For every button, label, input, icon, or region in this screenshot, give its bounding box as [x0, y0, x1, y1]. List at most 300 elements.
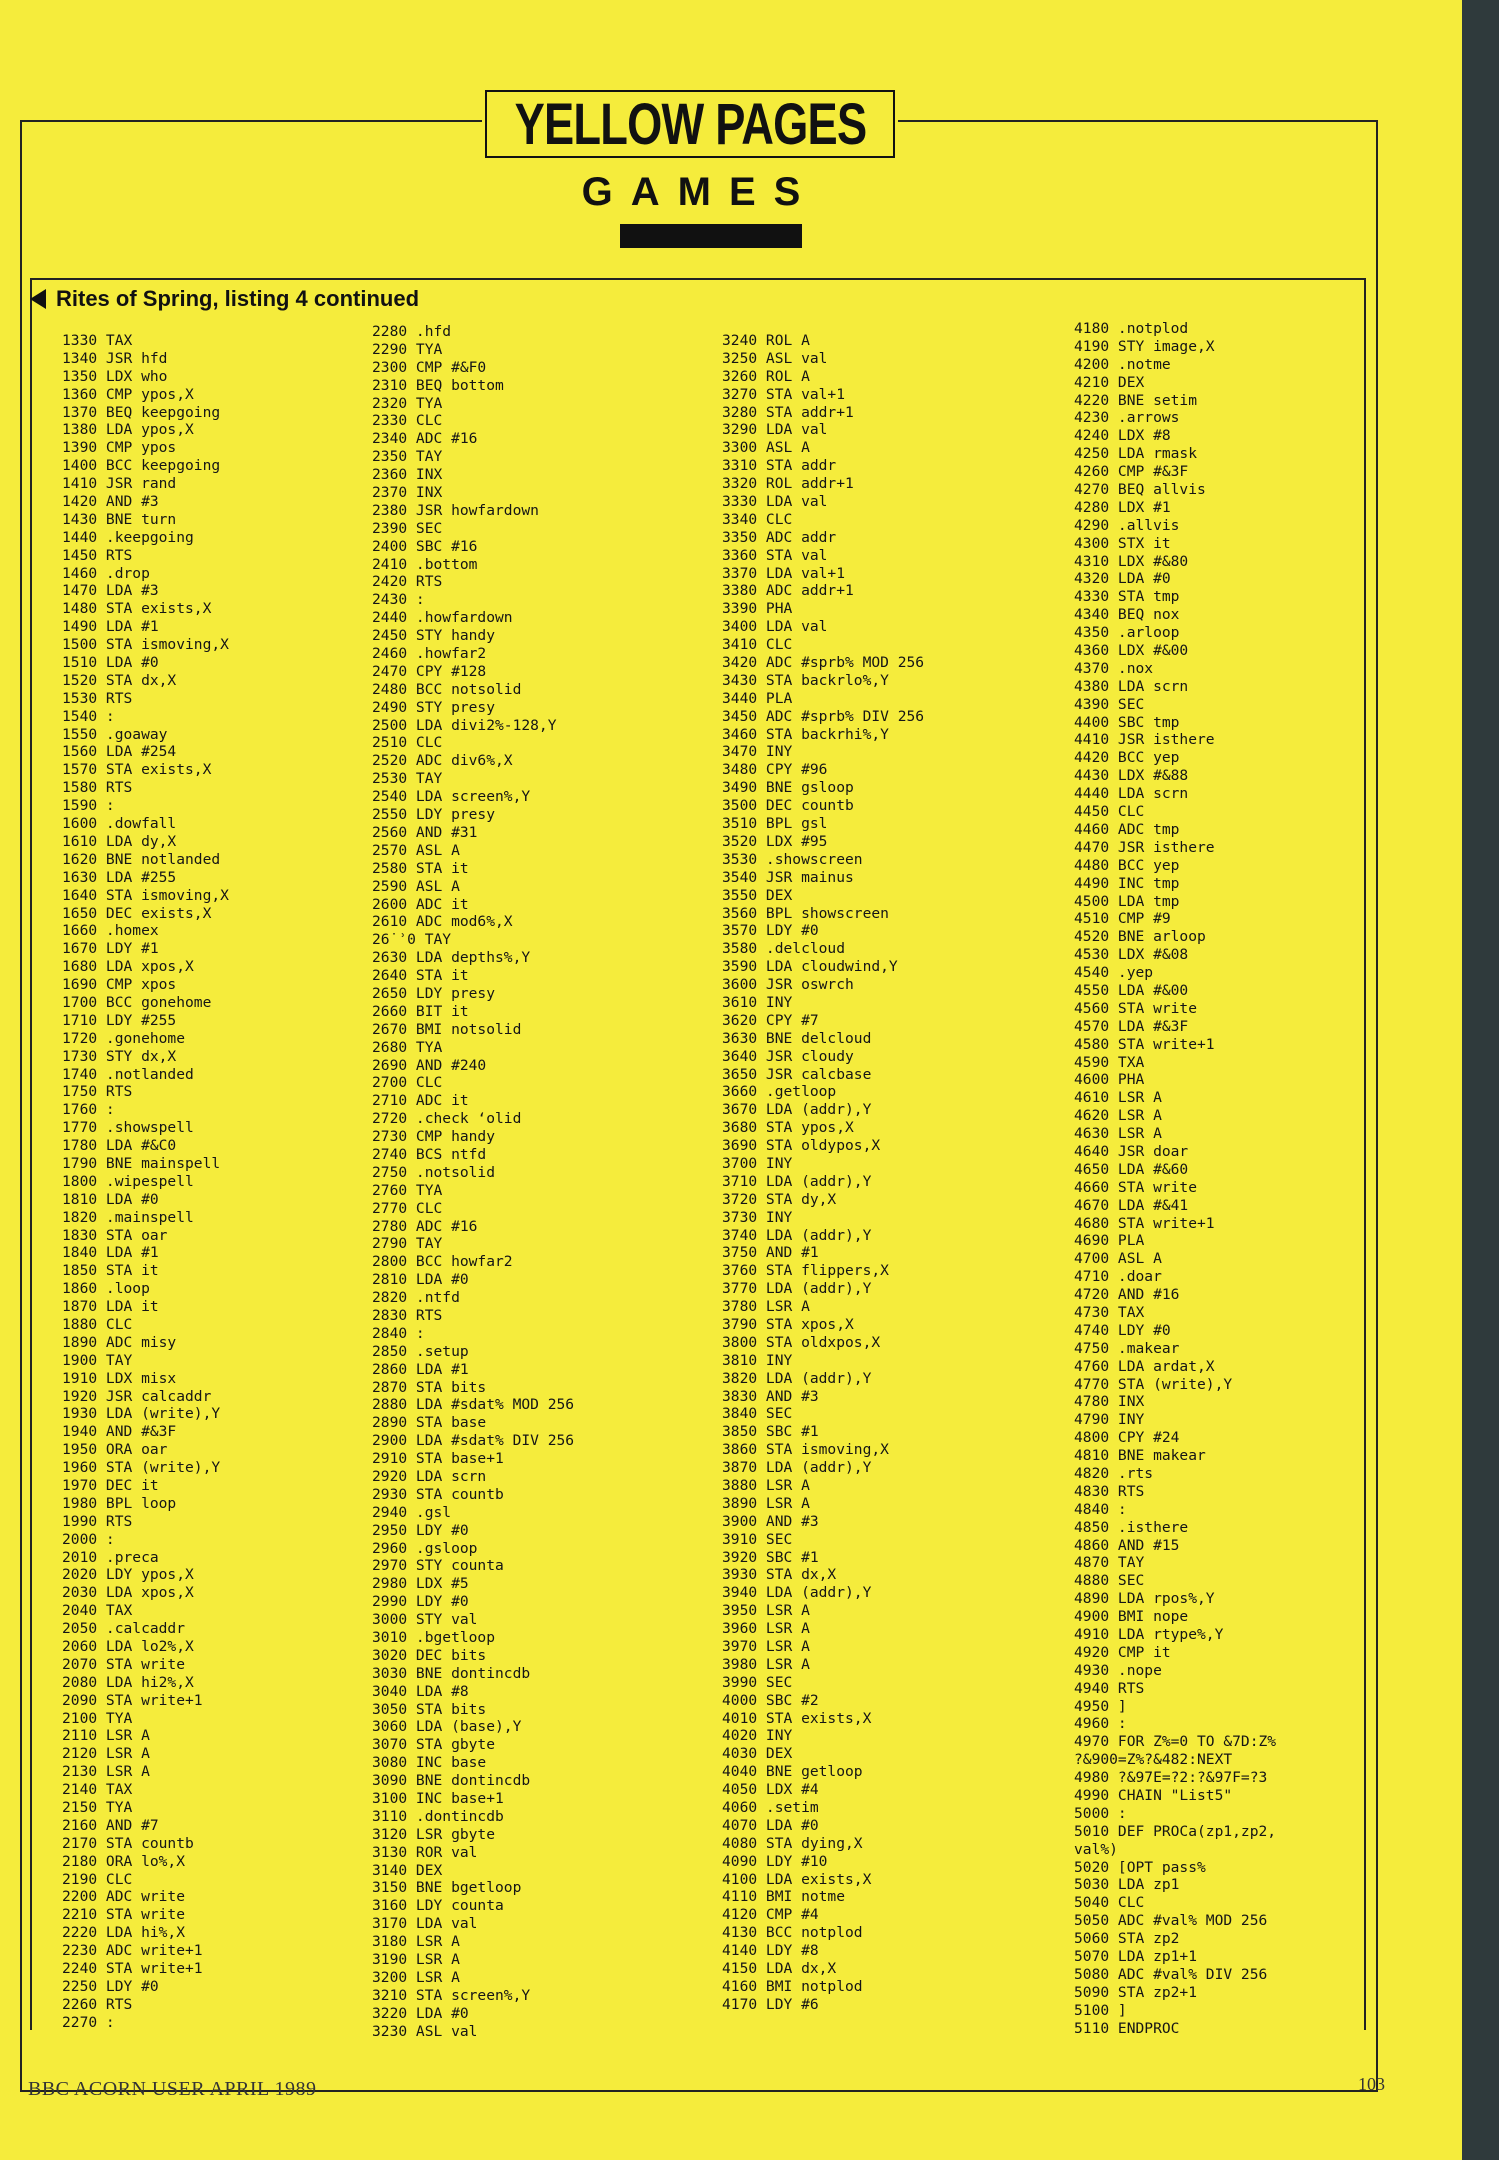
code-line: 3710 LDA (addr),Y [722, 1172, 872, 1190]
code-line: 3800 STA oldxpos,X [722, 1333, 881, 1351]
code-line: 2650 LDY presy [372, 984, 496, 1002]
code-line: 2860 LDA #1 [372, 1360, 469, 1378]
code-line: 3820 LDA (addr),Y [722, 1369, 872, 1387]
code-line: 5020 [OPT pass% [1074, 1858, 1206, 1876]
code-line: 2340 ADC #16 [372, 430, 478, 448]
code-line: 2210 STA write [62, 1906, 186, 1924]
code-line: 4310 LDX #&80 [1074, 552, 1189, 570]
code-line: 2520 ADC div6%,X [372, 752, 513, 770]
code-line: 3810 INY [722, 1351, 793, 1369]
code-line: 2120 LSR A [62, 1745, 150, 1763]
code-line: 1430 BNE turn [62, 510, 177, 528]
code-line: 2570 ASL A [372, 841, 460, 859]
code-line: 2330 CLC [372, 412, 443, 430]
code-line: 2530 TAY [372, 770, 443, 788]
code-line: 4440 LDA scrn [1074, 785, 1189, 803]
code-line: 3990 SEC [722, 1673, 793, 1691]
code-line: 4620 LSR A [1074, 1107, 1162, 1125]
code-line: 3570 LDY #0 [722, 922, 819, 940]
code-line: 1760 : [62, 1101, 115, 1119]
code-line: 5090 STA zp2+1 [1074, 1983, 1198, 2001]
code-line: 5050 ADC #val% MOD 256 [1074, 1912, 1268, 1930]
code-line: 2780 ADC #16 [372, 1217, 478, 1235]
code-line: 4340 BEQ nox [1074, 606, 1180, 624]
code-line: 2380 JSR howfardown [372, 501, 539, 519]
code-line: 4800 CPY #24 [1074, 1429, 1180, 1447]
code-line: 4250 LDA rmask [1074, 445, 1198, 463]
code-line: 3920 SBC #1 [722, 1548, 819, 1566]
code-line: 2690 AND #240 [372, 1056, 487, 1074]
code-line: 2800 BCC howfar2 [372, 1253, 513, 1271]
code-line: 1490 LDA #1 [62, 618, 159, 636]
code-line: 4640 JSR doar [1074, 1142, 1189, 1160]
code-line: 3730 INY [722, 1208, 793, 1226]
code-line: 4330 STA tmp [1074, 588, 1180, 606]
code-line: 4720 AND #16 [1074, 1286, 1180, 1304]
code-line: 2010 .preca [62, 1548, 159, 1566]
code-line: 3240 ROL A [722, 332, 810, 349]
code-line: 3170 LDA val [372, 1915, 478, 1933]
code-line: 2890 STA base [372, 1414, 487, 1432]
code-line: 3280 STA addr+1 [722, 403, 854, 421]
code-line: 3320 ROL addr+1 [722, 475, 854, 493]
code-line: 1400 BCC keepgoing [62, 457, 221, 475]
code-line: 5000 : [1074, 1804, 1127, 1822]
code-line: 5110 ENDPROC [1074, 2019, 1180, 2037]
code-line: 4670 LDA #&41 [1074, 1196, 1189, 1214]
code-line: 2820 .ntfd [372, 1289, 460, 1307]
code-line: 1930 LDA (write),Y [62, 1405, 221, 1423]
code-line: 2870 STA bits [372, 1378, 487, 1396]
code-line: 1990 RTS [62, 1512, 133, 1530]
code-line: 1830 STA oar [62, 1226, 168, 1244]
code-line: 4190 STY image,X [1074, 337, 1215, 355]
code-line: 1390 CMP ypos [62, 439, 177, 457]
code-line: 1340 JSR hfd [62, 349, 168, 367]
code-line: 4320 LDA #0 [1074, 570, 1171, 588]
code-line: 4560 STA write [1074, 999, 1198, 1017]
code-line: 2420 RTS [372, 573, 443, 591]
code-line: 1800 .wipespell [62, 1172, 194, 1190]
code-line: 3030 BNE dontincdb [372, 1664, 531, 1682]
section-bar [620, 224, 802, 248]
code-line: 5010 DEF PROCa(zp1,zp2, [1074, 1822, 1277, 1840]
code-line: 2950 LDY #0 [372, 1521, 469, 1539]
code-column-1 [62, 332, 229, 2032]
code-line: 4410 JSR isthere [1074, 731, 1215, 749]
code-line: 2220 LDA hi%,X [62, 1924, 186, 1942]
code-line: 3000 STY val [372, 1611, 478, 1629]
code-line: 1590 : [62, 797, 115, 815]
code-line: 4880 SEC [1074, 1572, 1145, 1590]
code-line: 3540 JSR mainus [722, 868, 854, 886]
code-line: 1970 DEC it [62, 1477, 159, 1494]
code-line: 3350 ADC addr [722, 528, 837, 546]
code-line: 2770 CLC [372, 1199, 443, 1217]
code-line: 4650 LDA #&60 [1074, 1160, 1189, 1178]
code-line: 2130 LSR A [62, 1763, 150, 1781]
code-line: 1790 BNE mainspell [62, 1154, 221, 1172]
code-line: 1950 ORA oar [62, 1441, 168, 1459]
code-line: 1750 RTS [62, 1083, 133, 1101]
code-line: 2680 TYA [372, 1038, 443, 1056]
code-line: 2740 BCS ntfd [372, 1145, 487, 1163]
code-line: 1870 LDA it [62, 1298, 159, 1316]
code-line: 4240 LDX #8 [1074, 427, 1171, 445]
code-line: 1880 CLC [62, 1315, 133, 1333]
code-line: 4040 BNE getloop [722, 1763, 863, 1781]
code-line: 2240 STA write+1 [62, 1960, 203, 1978]
code-line: 3100 INC base+1 [372, 1790, 504, 1808]
code-line: 1630 LDA #255 [62, 868, 177, 886]
code-line: 1420 AND #3 [62, 493, 159, 511]
code-line: 3480 CPY #96 [722, 761, 828, 779]
code-line: 3010 .bgetloop [372, 1629, 496, 1647]
code-line: 4120 CMP #4 [722, 1906, 819, 1924]
code-line: 3330 LDA val [722, 493, 828, 511]
code-line: 2920 LDA scrn [372, 1468, 487, 1485]
code-line: 3830 AND #3 [722, 1387, 819, 1405]
code-line: 4160 BMI notplod [722, 1977, 863, 1995]
code-line: 4350 .arloop [1074, 624, 1180, 642]
code-line: 2850 .setup [372, 1342, 469, 1360]
code-line: 2880 LDA #sdat% MOD 256 [372, 1396, 575, 1414]
code-line: 1740 .notlanded [62, 1065, 194, 1083]
code-line: val%) [1074, 1840, 1118, 1858]
code-line: 3230 ASL val [372, 2022, 478, 2040]
code-line: 2480 BCC notsolid [372, 680, 522, 698]
code-line: 4230 .arrows [1074, 409, 1180, 427]
code-line: 4430 LDX #&88 [1074, 767, 1189, 785]
code-line: 2810 LDA #0 [372, 1271, 469, 1289]
code-line: 4280 LDX #1 [1074, 498, 1171, 516]
code-line: 2930 STA countb [372, 1485, 504, 1503]
code-line: 4170 LDY #6 [722, 1995, 819, 2013]
code-line: 3060 LDA (base),Y [372, 1718, 522, 1736]
code-line: 1380 LDA ypos,X [62, 421, 194, 439]
code-line: 1440 .keepgoing [62, 528, 194, 546]
code-line: 2560 AND #31 [372, 823, 478, 841]
code-line: 2390 SEC [372, 519, 443, 537]
code-line: 4360 LDX #&00 [1074, 642, 1189, 660]
code-line: 4300 STX it [1074, 534, 1171, 552]
code-line: 3400 LDA val [722, 618, 828, 636]
code-line: 2150 TYA [62, 1799, 133, 1817]
code-line: 4370 .nox [1074, 659, 1154, 677]
code-line: 1500 STA ismoving,X [62, 636, 229, 654]
code-line: 4390 SEC [1074, 695, 1145, 713]
code-line: 4400 SBC tmp [1074, 713, 1180, 731]
code-line: 4570 LDA #&3F [1074, 1017, 1189, 1035]
code-line: 4810 BNE makear [1074, 1447, 1206, 1465]
code-line: 2020 LDY ypos,X [62, 1566, 194, 1584]
code-line: 4820 .rts [1074, 1465, 1154, 1482]
code-line: 1910 LDX misx [62, 1369, 177, 1387]
code-line: 4600 PHA [1074, 1071, 1145, 1089]
code-line: 3150 BNE bgetloop [372, 1879, 522, 1897]
code-line: 1730 STY dx,X [62, 1047, 177, 1065]
code-line: 3960 LSR A [722, 1620, 810, 1638]
code-line: 2630 LDA depths%,Y [372, 949, 531, 967]
code-line: 2140 TAX [62, 1781, 133, 1799]
code-line: 3560 BPL showscreen [722, 904, 889, 922]
code-line: 1480 STA exists,X [62, 600, 212, 618]
code-line: 4090 LDY #10 [722, 1852, 828, 1870]
code-line: 3360 STA val [722, 546, 828, 564]
code-line: 1470 LDA #3 [62, 582, 159, 600]
code-line: 1980 BPL loop [62, 1494, 177, 1512]
code-line: 4100 LDA exists,X [722, 1870, 872, 1888]
code-line: 1680 LDA xpos,X [62, 958, 194, 976]
code-line: 2050 .calcaddr [62, 1620, 186, 1638]
code-line: 2590 ASL A [372, 877, 460, 895]
code-line: 2180 ORA lo%,X [62, 1852, 186, 1870]
code-line: 1540 : [62, 707, 115, 725]
code-line: 1550 .goaway [62, 725, 168, 743]
code-line: 2990 LDY #0 [372, 1593, 469, 1611]
code-line: 4950 ] [1074, 1697, 1127, 1715]
code-line: 1700 BCC gonehome [62, 993, 212, 1011]
code-line: 2300 CMP #&F0 [372, 358, 487, 376]
frame-top-rule-right [898, 120, 1376, 122]
code-line: 2500 LDA divi2%-128,Y [372, 716, 557, 734]
code-line: 3450 ADC #sprb% DIV 256 [722, 707, 925, 725]
code-line: 5100 ] [1074, 2001, 1127, 2019]
code-line: 2400 SBC #16 [372, 537, 478, 555]
code-line: 2440 .howfardown [372, 609, 513, 627]
code-line: 2320 TYA [372, 394, 443, 412]
code-line: 4890 LDA rpos%,Y [1074, 1590, 1215, 1608]
code-line: 3530 .showscreen [722, 850, 863, 868]
code-line: 3390 PHA [722, 600, 793, 618]
code-line: 3790 STA xpos,X [722, 1315, 854, 1333]
code-line: 1530 RTS [62, 689, 133, 707]
code-line: 1640 STA ismoving,X [62, 886, 229, 904]
code-line: 3640 JSR cloudy [722, 1047, 854, 1065]
left-triangle-icon [30, 289, 46, 309]
code-line: 2270 : [62, 2013, 115, 2031]
code-line: 2250 LDY #0 [62, 1977, 159, 1995]
code-line: 4990 CHAIN "List5" [1074, 1787, 1233, 1805]
code-line: 3590 LDA cloudwind,Y [722, 958, 898, 976]
code-line: 2660 BIT it [372, 1002, 469, 1020]
code-line: 3510 BPL gsl [722, 815, 828, 833]
code-line: 3940 LDA (addr),Y [722, 1584, 872, 1602]
code-line: 4220 BNE setim [1074, 391, 1198, 409]
code-line: 4960 : [1074, 1715, 1127, 1733]
code-line: 3700 INY [722, 1154, 793, 1172]
code-line: 2070 STA write [62, 1655, 186, 1673]
code-line: 4210 DEX [1074, 373, 1145, 391]
code-line: 3260 ROL A [722, 367, 810, 385]
code-line: 3040 LDA #8 [372, 1682, 469, 1700]
code-line: 3050 STA bits [372, 1700, 487, 1718]
code-line: 2230 ADC write+1 [62, 1942, 203, 1960]
code-line: 3020 DEC bits [372, 1646, 487, 1664]
code-line: 3130 ROR val [372, 1843, 478, 1861]
code-line: 3670 LDA (addr),Y [722, 1101, 872, 1119]
code-line: 2610 ADC mod6%,X [372, 913, 513, 931]
code-line: 4700 ASL A [1074, 1250, 1162, 1268]
code-line: 2580 STA it [372, 859, 469, 877]
code-line: 3620 CPY #7 [722, 1011, 819, 1029]
code-line: 2080 LDA hi2%,X [62, 1673, 194, 1691]
code-line: 4780 INX [1074, 1393, 1145, 1411]
code-line: 3690 STA oldypos,X [722, 1137, 881, 1155]
code-line: 4110 BMI notme [722, 1888, 846, 1906]
code-line: 4030 DEX [722, 1745, 793, 1763]
code-line: 2470 CPY #128 [372, 662, 487, 680]
code-line: 5060 STA zp2 [1074, 1930, 1180, 1948]
code-line: 4470 JSR isthere [1074, 838, 1215, 856]
code-line: 1690 CMP xpos [62, 976, 177, 994]
code-line: 2060 LDA lo2%,X [62, 1638, 194, 1656]
code-line: 2110 LSR A [62, 1727, 150, 1745]
code-line: 3630 BNE delcloud [722, 1029, 872, 1047]
code-line: 4000 SBC #2 [722, 1691, 819, 1709]
code-line: 3310 STA addr [722, 457, 837, 475]
code-line: 2280 .hfd [372, 323, 452, 340]
code-column-3 [722, 332, 924, 2014]
code-line: 2760 TYA [372, 1181, 443, 1199]
code-line: 4070 LDA #0 [722, 1816, 819, 1834]
code-line: 4500 LDA tmp [1074, 892, 1180, 910]
code-line: 1350 LDX who [62, 367, 168, 385]
code-line: 3210 STA screen%,Y [372, 1986, 531, 2004]
code-line: 3160 LDY counta [372, 1897, 504, 1915]
code-line: 4790 INY [1074, 1411, 1145, 1429]
code-line: 3140 DEX [372, 1861, 443, 1879]
code-line: 1850 STA it [62, 1262, 159, 1280]
code-line: 4610 LSR A [1074, 1089, 1162, 1107]
code-line: 4530 LDX #&08 [1074, 946, 1189, 964]
code-line: 4770 STA (write),Y [1074, 1375, 1233, 1393]
code-line: 2360 INX [372, 466, 443, 484]
code-line: 1720 .gonehome [62, 1029, 186, 1047]
code-line: 2490 STY presy [372, 698, 496, 716]
code-line: 1940 AND #&3F [62, 1423, 177, 1441]
code-line: 4730 TAX [1074, 1303, 1145, 1321]
code-line: 3340 CLC [722, 510, 793, 528]
page-number: 103 [1358, 2074, 1385, 2094]
code-line: 4710 .doar [1074, 1268, 1162, 1286]
code-line: 4060 .setim [722, 1799, 819, 1817]
code-line: 1510 LDA #0 [62, 654, 159, 672]
code-line: 1960 STA (write),Y [62, 1459, 221, 1477]
code-line: 2030 LDA xpos,X [62, 1584, 194, 1602]
code-line: 4860 AND #15 [1074, 1536, 1180, 1554]
code-line: 2840 : [372, 1324, 425, 1342]
code-line: 4010 STA exists,X [722, 1709, 872, 1727]
code-line: 4480 BCC yep [1074, 856, 1180, 874]
code-line: 4740 LDY #0 [1074, 1321, 1171, 1339]
code-line: 4750 .makear [1074, 1339, 1180, 1357]
code-line: 2450 STY handy [372, 627, 496, 645]
code-line: 5030 LDA zp1 [1074, 1876, 1180, 1894]
code-line: 3580 .delcloud [722, 940, 846, 958]
code-line: 3370 LDA val+1 [722, 564, 846, 582]
code-line: 4490 INC tmp [1074, 874, 1180, 892]
code-line: 2290 TYA [372, 340, 443, 358]
code-line: 2260 RTS [62, 1995, 133, 2013]
code-line: 3980 LSR A [722, 1655, 810, 1673]
code-line: 2830 RTS [372, 1306, 443, 1324]
code-line: 3270 STA val+1 [722, 385, 846, 403]
code-line: 2900 LDA #sdat% DIV 256 [372, 1432, 575, 1450]
code-line: 3460 STA backrhi%,Y [722, 725, 889, 743]
code-line: 3090 BNE dontincdb [372, 1772, 531, 1790]
code-line: 1620 BNE notlanded [62, 850, 221, 868]
code-line: 2430 : [372, 591, 425, 609]
code-line: 2040 TAX [62, 1602, 133, 1620]
footer-publication: BBC ACORN USER APRIL 1989 [28, 2078, 317, 2100]
code-line: 1460 .drop [62, 564, 150, 582]
code-line: 4260 CMP #&3F [1074, 463, 1189, 481]
code-line: 2000 : [62, 1530, 115, 1548]
code-line: 3470 INY [722, 743, 793, 761]
code-line: 3180 LSR A [372, 1933, 460, 1951]
code-line: 1370 BEQ keepgoing [62, 403, 221, 421]
code-line: 3870 LDA (addr),Y [722, 1459, 872, 1477]
code-line: 4450 CLC [1074, 803, 1145, 821]
code-line: 4380 LDA scrn [1074, 677, 1189, 695]
code-line: 3650 JSR calcbase [722, 1065, 872, 1083]
code-line: 4580 STA write+1 [1074, 1035, 1215, 1053]
code-line: 5040 CLC [1074, 1894, 1145, 1912]
code-line: 4980 ?&97E=?2:?&97F=?3 [1074, 1769, 1268, 1787]
masthead-box [485, 90, 895, 158]
code-line: 1710 LDY #255 [62, 1011, 177, 1029]
code-line: 1360 CMP ypos,X [62, 385, 194, 403]
code-line: 3950 LSR A [722, 1602, 810, 1620]
code-line: 3200 LSR A [372, 1968, 460, 1986]
code-line: 1820 .mainspell [62, 1208, 194, 1226]
code-line: 3600 JSR oswrch [722, 976, 854, 994]
code-line: 1670 LDY #1 [62, 940, 159, 958]
code-line: 2970 STY counta [372, 1557, 504, 1575]
code-line: 2790 TAY [372, 1235, 443, 1253]
code-line: 5070 LDA zp1+1 [1074, 1948, 1198, 1966]
code-line: 3840 SEC [722, 1405, 793, 1423]
code-line: 1780 LDA #&C0 [62, 1137, 177, 1155]
code-line: 3550 DEX [722, 886, 793, 904]
code-line: 4850 .isthere [1074, 1518, 1189, 1536]
code-line: 3880 LSR A [722, 1477, 810, 1494]
code-line: 4630 LSR A [1074, 1125, 1162, 1143]
code-line: 1890 ADC misy [62, 1333, 177, 1351]
code-line: 4460 ADC tmp [1074, 820, 1180, 838]
code-column-4 [1074, 320, 1276, 2038]
code-line: 1330 TAX [62, 332, 133, 349]
code-line: 1520 STA dx,X [62, 671, 177, 689]
code-line: 2410 .bottom [372, 555, 478, 573]
code-line: 4940 RTS [1074, 1679, 1145, 1697]
code-line: 2710 ADC it [372, 1092, 469, 1110]
code-line: 4900 BMI nope [1074, 1608, 1189, 1626]
code-line: 4140 LDY #8 [722, 1942, 819, 1960]
code-line: 3720 STA dy,X [722, 1190, 837, 1208]
code-line: 1810 LDA #0 [62, 1190, 159, 1208]
code-line: 2960 .gsloop [372, 1539, 478, 1557]
code-line: 3770 LDA (addr),Y [722, 1280, 872, 1298]
masthead-title: YELLOW PAGES [514, 91, 866, 157]
code-line: 4420 BCC yep [1074, 749, 1180, 767]
code-line: 2700 CLC [372, 1074, 443, 1092]
code-line: 2600 ADC it [372, 895, 469, 913]
code-line: 5080 ADC #val% DIV 256 [1074, 1965, 1268, 1983]
code-line: 3430 STA backrlo%,Y [722, 671, 889, 689]
code-line: ?&900=Z%?&482:NEXT [1074, 1751, 1233, 1769]
